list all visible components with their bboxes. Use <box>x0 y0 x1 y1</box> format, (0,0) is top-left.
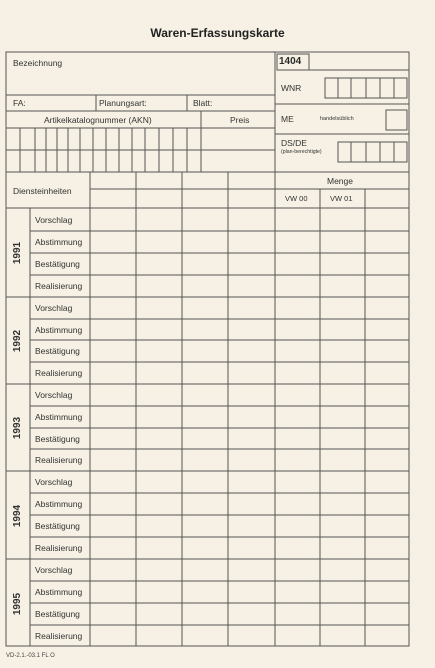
row-label: Vorschlag <box>35 565 73 575</box>
form-title: Waren-Erfassungskarte <box>150 26 285 40</box>
label-bezeichnung: Bezeichnung <box>13 58 63 68</box>
label-menge: Menge <box>327 176 353 186</box>
year-label-1994: 1994 <box>12 504 23 528</box>
label-handelsueblich: handelsüblich <box>320 116 354 122</box>
year-label-1992: 1992 <box>12 329 23 353</box>
label-planberechtigte: (plan-berechtigte) <box>281 149 322 155</box>
year-label-1991: 1991 <box>12 241 23 265</box>
label-planungsart: Planungsart: <box>99 98 147 108</box>
label-me: ME <box>281 114 294 124</box>
row-label: Bestätigung <box>35 346 80 356</box>
row-label: Realisierung <box>35 281 83 291</box>
row-label: Abstimmung <box>35 237 83 247</box>
row-label: Abstimmung <box>35 412 83 422</box>
row-label: Bestätigung <box>35 609 80 619</box>
row-label: Vorschlag <box>35 303 73 313</box>
label-diensteinheiten: Diensteinheiten <box>13 186 72 196</box>
label-vw00: VW 00 <box>285 194 308 203</box>
row-label: Abstimmung <box>35 587 83 597</box>
form-footer-code: VD-2.1.-03.1 FL O <box>6 653 55 659</box>
label-wnr: WNR <box>281 83 302 93</box>
row-label: Abstimmung <box>35 499 83 509</box>
row-label: Abstimmung <box>35 325 83 335</box>
year-label-1995: 1995 <box>12 592 23 616</box>
row-label: Realisierung <box>35 631 83 641</box>
row-label: Realisierung <box>35 455 83 465</box>
row-label: Bestätigung <box>35 434 80 444</box>
row-label: Bestätigung <box>35 521 80 531</box>
label-blatt: Blatt: <box>193 98 213 108</box>
row-label: Realisierung <box>35 543 83 553</box>
label-fa: FA: <box>13 98 26 108</box>
row-label: Realisierung <box>35 368 83 378</box>
label-vw01: VW 01 <box>330 194 353 203</box>
label-preis: Preis <box>230 115 250 125</box>
label-akn: Artikelkatalognummer (AKN) <box>44 115 152 125</box>
card-number: 1404 <box>279 56 302 67</box>
label-dsde: DS/DE <box>281 138 307 148</box>
row-label: Vorschlag <box>35 215 73 225</box>
year-label-1993: 1993 <box>12 416 23 440</box>
row-label: Vorschlag <box>35 390 73 400</box>
row-label: Bestätigung <box>35 259 80 269</box>
row-label: Vorschlag <box>35 477 73 487</box>
